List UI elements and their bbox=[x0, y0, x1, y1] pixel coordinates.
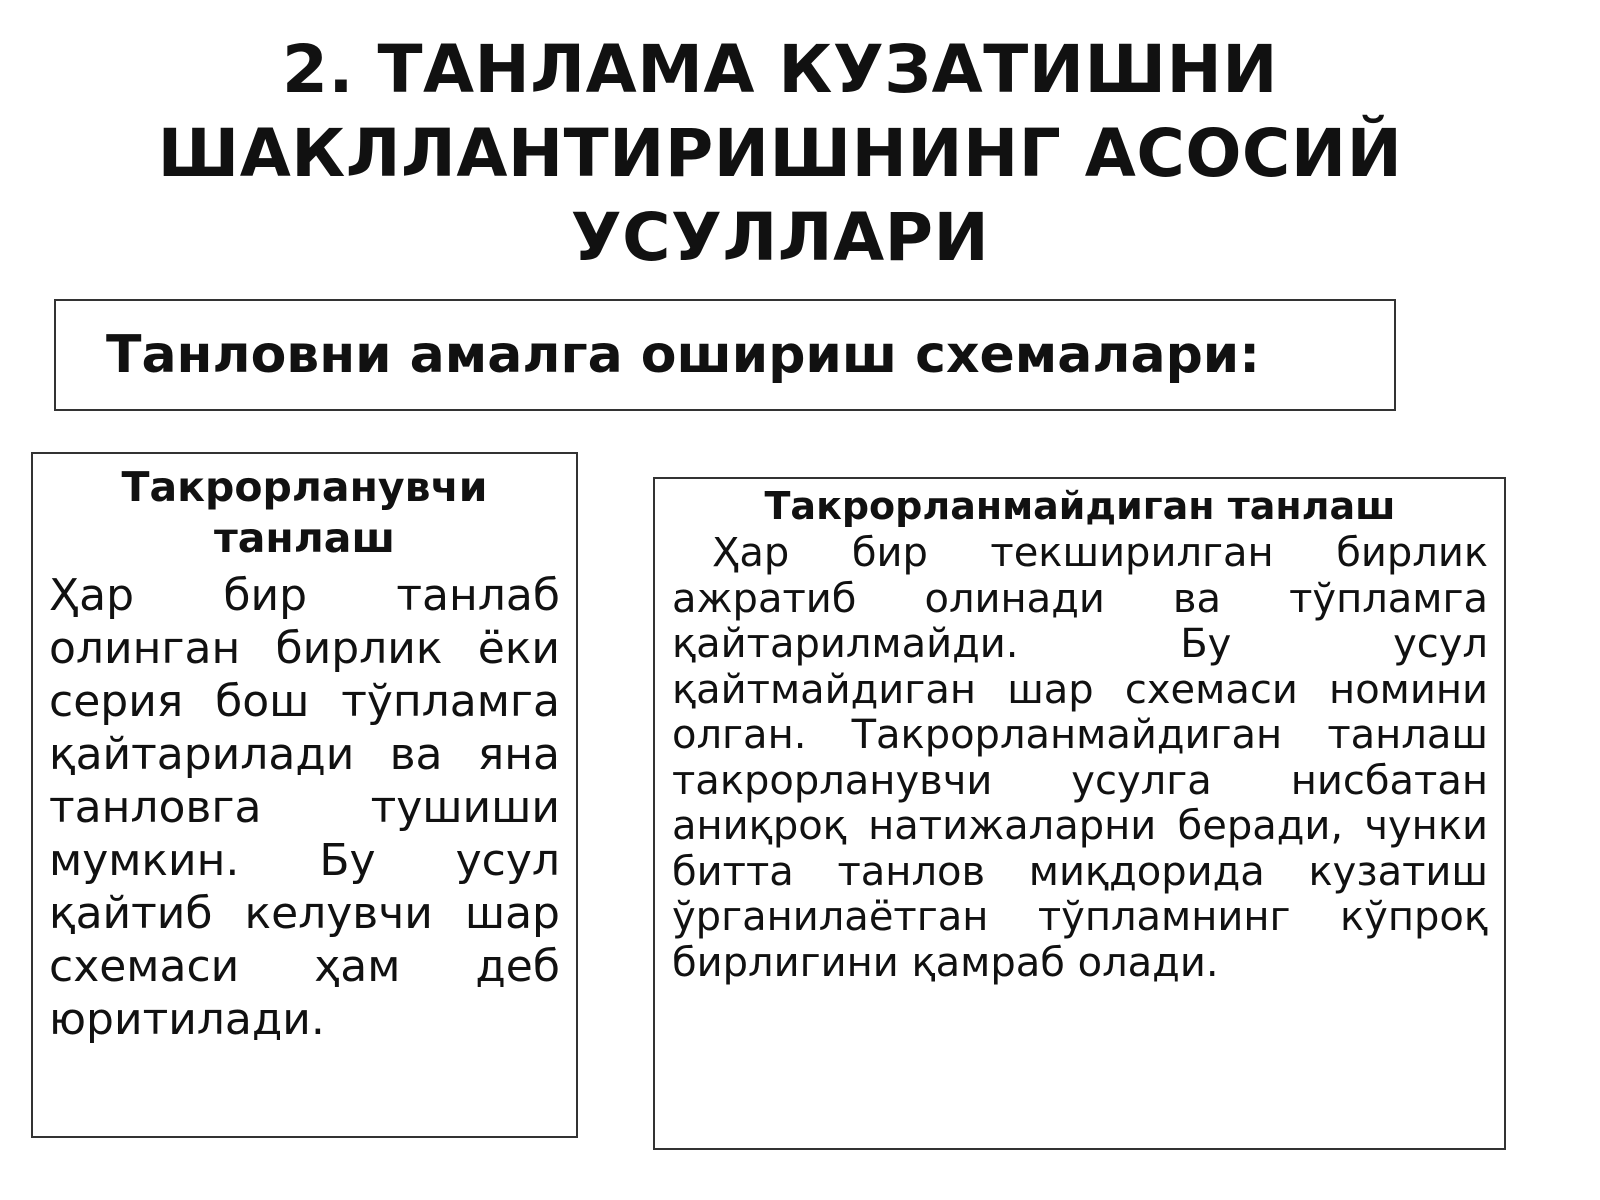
subtitle-text: Танловни амалга ошириш схемалари: bbox=[106, 325, 1261, 385]
non-repeated-sampling-heading: Такрорланмайдиган танлаш bbox=[764, 484, 1396, 528]
slide-title: 2. ТАНЛАМА КУЗАТИШНИ ШАКЛЛАНТИРИШНИНГ АСОСИЙ УСУЛЛАРИ bbox=[157, 31, 1403, 276]
repeated-sampling-heading: Такрорланувчи танлаш bbox=[121, 463, 488, 562]
repeated-sampling-text: Ҳар бир танлаб олинган бирлик ёки серия бош тўпламга қайтарилади ва яна танловга тушиши мумкин. Бу усул қайтиб келувчи шар схемаси ҳам деб юритилади. bbox=[49, 570, 560, 1045]
subtitle-box bbox=[54, 299, 1396, 411]
non-repeated-sampling-panel bbox=[653, 477, 1506, 1150]
repeated-sampling-panel bbox=[31, 452, 578, 1138]
non-repeated-sampling-text: Ҳар бир текширилган бирлик ажратиб олинади ва тўпламга қайтарилмайди. Бу усул қайтмайдиган шар схемаси номини олган. Такрорланмайдиган танлаш такрорланувчи усулга нисбатан аниқроқ натижаларни беради, чунки битта танлов миқдорида кузатиш ўрганилаётган тўпламнинг кўпроқ бирлигини қамраб олади. bbox=[672, 530, 1488, 986]
